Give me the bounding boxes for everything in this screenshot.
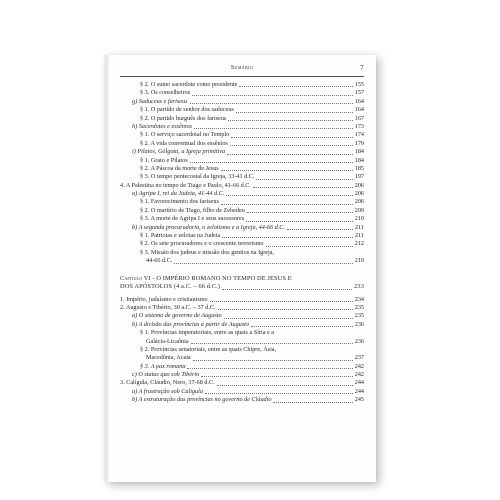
toc-entry [120, 321, 364, 329]
leader-dots [187, 368, 352, 369]
leader-dots [227, 154, 353, 155]
toc-entry-page: 237 [354, 354, 364, 362]
toc-entry [120, 123, 364, 131]
toc-entry [120, 198, 364, 206]
leader-dots [239, 86, 352, 87]
toc-entry-text: 2. Augusto e Tibério, 30 a.C. – 37 d.C. [120, 303, 216, 311]
leader-dots [247, 212, 353, 213]
chapter-line-2 [120, 283, 364, 291]
leader-dots [236, 112, 353, 113]
section-gap [120, 266, 364, 275]
toc-entry-text: 44-66 d.C. [146, 257, 173, 265]
toc-entry-text: 1. Império, judaísmo e cristianismo [120, 295, 208, 303]
toc-entry [120, 182, 364, 190]
toc-entry-text: g) Saduceus e fariseus [132, 97, 188, 105]
toc-entry [120, 396, 364, 404]
leader-dots [222, 237, 353, 238]
toc-entry-text: Macedônia, Acaia [146, 354, 191, 362]
toc-entry [120, 232, 364, 240]
toc-entry-text: § 2. O sumo sacerdote como presidente [140, 80, 238, 88]
toc-entry-page: 197 [354, 173, 364, 181]
toc-entry [120, 148, 364, 156]
chapter-page: 233 [354, 283, 364, 291]
leader-dots [224, 318, 353, 319]
toc-entry-page: 245 [354, 396, 364, 404]
running-header [120, 65, 364, 75]
toc-entry [120, 224, 364, 232]
toc-entry-page: 184 [354, 148, 364, 156]
header-title: Sumário [230, 65, 254, 71]
leader-dots [201, 376, 353, 377]
leader-dots [193, 360, 353, 361]
toc-entry-page: 234 [354, 295, 364, 303]
toc-entry-text: § 1. Patriotas e zelotas na Judeia [140, 232, 221, 240]
toc-entry-page: 235 [354, 312, 364, 320]
header-page-number: 7 [360, 64, 364, 72]
leader-dots [231, 137, 352, 138]
toc-entry-page: 211 [354, 232, 364, 240]
toc-entry [120, 131, 364, 139]
leader-dots [251, 326, 353, 327]
toc-entry-page: 185 [354, 164, 364, 172]
chapter-title-part-2: DOS APÓSTOLOS (4 a.C. – 66 d.C.) [120, 283, 221, 291]
toc-entry-text: § 2. A vida conventual dos essênios [140, 139, 228, 147]
toc-entry [120, 81, 364, 89]
toc-entry-text: § 1. O partido de senhor dos saduceus [140, 106, 234, 114]
toc-entry-page: 206 [354, 198, 364, 206]
toc-entry-text: h) Sacerdotes e essênios [132, 122, 193, 130]
chapter-label: Capítulo VI [120, 274, 151, 282]
toc-entry-page: 212 [354, 240, 364, 248]
leader-dots [266, 246, 353, 247]
toc-entry-page: 219 [354, 257, 364, 265]
chapter-line-1 [120, 275, 364, 284]
toc-entry [120, 338, 364, 346]
leader-dots [191, 343, 353, 344]
toc-entry [120, 379, 364, 387]
toc-entry [120, 89, 364, 97]
toc-entry-page: 167 [354, 114, 364, 122]
toc-entry-text: § 1. Províncias imperatoriais, entre as quais a Síria e a [140, 329, 275, 337]
toc-entry-text: 3. Calígula, Cláudio, Nero, 37-68 d.C. [120, 379, 215, 387]
toc-entry [120, 140, 364, 148]
toc-entry-text: b) A estruturação das províncias no governo de Cláudio [132, 396, 272, 404]
leader-dots [256, 179, 352, 180]
toc-entry-text: § 2. A Páscoa da morte de Jesus [140, 164, 219, 172]
toc-entry [120, 304, 364, 312]
toc-entry-page: 164 [354, 106, 364, 114]
leader-dots [174, 263, 352, 264]
toc-entry-page: 206 [354, 181, 364, 189]
toc-entry-text: § 3. O tempo pentecostal da Igreja, 33-41 d.C. [140, 173, 255, 181]
chapter-title-part-1: - O IMPÉRIO ROMANO NO TEMPO DE JESUS E [150, 274, 292, 282]
toc-entry-page: 173 [354, 122, 364, 130]
toc-entry [120, 257, 364, 265]
toc-list-chapter-v [120, 81, 364, 266]
toc-entry-text: § 3. A morte de Agripa I e seus sucessores [140, 215, 245, 223]
toc-entry-page: 244 [354, 379, 364, 387]
toc-entry-text: § 2. O partido burguês dos fariseus [140, 114, 227, 122]
leader-dots [205, 393, 353, 394]
leader-dots [210, 301, 353, 302]
leader-dots [287, 229, 353, 230]
toc-entry-page: 236 [354, 337, 364, 345]
leader-dots [218, 309, 353, 310]
toc-entry [120, 363, 364, 371]
toc-entry-page: 209 [354, 206, 364, 214]
toc-entry-text: § 1. Grato e Pilatos [140, 156, 188, 164]
toc-entry [120, 388, 364, 396]
toc-entry [120, 165, 364, 173]
chapter-heading [120, 275, 364, 292]
toc-entry-text: § 3. A pax romana [140, 362, 186, 370]
toc-entry [120, 329, 364, 337]
toc-entry-text: c) O status quo sob Tibério [132, 371, 200, 379]
toc-entry-text: § 2. Províncias senatoriais, entre as quais Chipre, Ásia, [140, 345, 277, 353]
toc-entry [120, 240, 364, 248]
toc-entry-page: 236 [354, 320, 364, 328]
toc-entry [120, 215, 364, 223]
leader-dots [190, 162, 353, 163]
toc-entry-page: 184 [354, 156, 364, 164]
leader-dots [246, 221, 353, 222]
toc-entry-text: § 3. Missão dos judeus e missão dos gentios na Igreja, [140, 248, 275, 256]
toc-entry-page: 179 [354, 139, 364, 147]
toc-entry-page: 235 [354, 303, 364, 311]
toc-entry-page: 244 [354, 387, 364, 395]
toc-entry-text: § 2. Os sete procuradores e o crescente terrorismo [140, 240, 264, 248]
leader-dots [221, 204, 353, 205]
leader-dots [253, 187, 353, 188]
toc-entry [120, 157, 364, 165]
toc-entry-page: 242 [354, 362, 364, 370]
toc-entry [120, 249, 364, 257]
toc-entry-page: 242 [354, 371, 364, 379]
toc-entry [120, 354, 364, 362]
header-rule [120, 76, 364, 77]
leader-dots [222, 289, 352, 290]
toc-entry-text: b) A segunda procuradoria, o zelotismo e a Igreja, 44-66 d.C. [132, 223, 285, 231]
toc-entry-page: 157 [354, 89, 364, 97]
toc-entry [120, 115, 364, 123]
toc-entry-text: a) O sistema de governo de Augusto [132, 312, 222, 320]
toc-list-chapter-vi [120, 296, 364, 405]
toc-entry [120, 296, 364, 304]
leader-dots [221, 170, 353, 171]
toc-entry-text: b) A divisão das províncias a partir de Augusto [132, 320, 249, 328]
toc-entry [120, 312, 364, 320]
toc-entry [120, 346, 364, 354]
toc-entry [120, 173, 364, 181]
leader-dots [228, 120, 352, 121]
leader-dots [190, 103, 353, 104]
toc-entry-text: § 1. O serviço sacerdotal no Templo [140, 131, 230, 139]
toc-entry-text: § 2. O martírio de Tiago, filho de Zebedeu [140, 206, 245, 214]
toc-entry-page: 210 [354, 215, 364, 223]
table-of-contents [120, 81, 364, 405]
toc-entry-text: i) Pilatos, Gólgota, a Igreja primitiva [132, 148, 226, 156]
toc-entry-text: a) Agripa I, rei da Judeia, 41-44 d.C. [132, 190, 225, 198]
toc-entry [120, 371, 364, 379]
toc-entry-text: § 1. Favorecimento dos fariseus [140, 198, 219, 206]
toc-entry [120, 98, 364, 106]
toc-entry [120, 190, 364, 198]
toc-entry-page: 174 [354, 131, 364, 139]
leader-dots [217, 385, 353, 386]
toc-entry-text: 4. A Palestina no tempo de Tiago e Paulo, 41-66 d.C. [120, 181, 251, 189]
toc-entry-page: 206 [354, 190, 364, 198]
toc-entry-text: a) A frustração sob Calígula [132, 387, 203, 395]
toc-entry-page: 164 [354, 97, 364, 105]
leader-dots [273, 402, 352, 403]
leader-dots [192, 95, 353, 96]
toc-entry-text: § 3. Os conselheiros [140, 89, 191, 97]
toc-entry-text: Galácia-Licaônia [146, 337, 189, 345]
toc-entry-page: 211 [354, 223, 364, 231]
leader-dots [194, 128, 353, 129]
toc-entry-page: 155 [354, 80, 364, 88]
toc-entry [120, 106, 364, 114]
toc-entry [120, 207, 364, 215]
leader-dots [226, 195, 352, 196]
leader-dots [230, 145, 353, 146]
book-page [106, 55, 376, 482]
